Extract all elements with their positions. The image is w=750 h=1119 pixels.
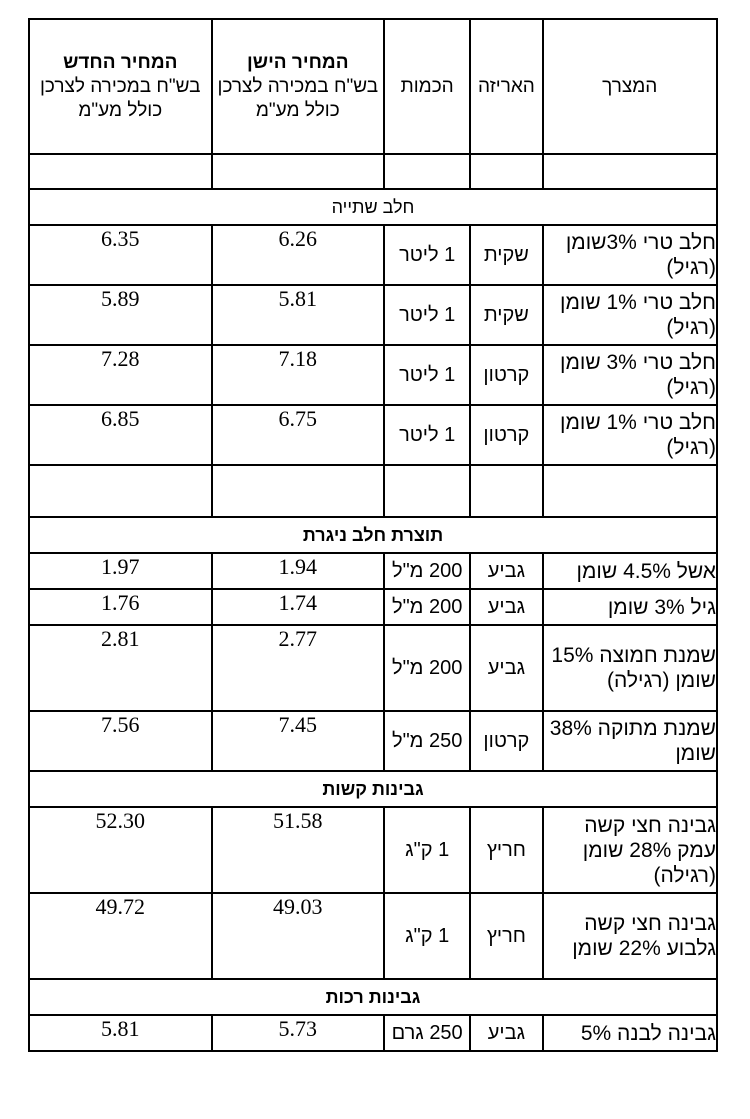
new-price-cell: 7.56 bbox=[29, 711, 212, 771]
packaging-cell: חריץ bbox=[470, 807, 542, 893]
header-row bbox=[29, 19, 717, 154]
header-old-price-title: המחיר הישן bbox=[247, 51, 349, 73]
product-cell: שמנת מתוקה 38% שומן bbox=[543, 711, 718, 771]
quantity-cell: 1 ק"ג bbox=[384, 893, 470, 979]
table-row bbox=[29, 807, 717, 893]
packaging-cell: קרטון bbox=[470, 405, 542, 465]
product-cell: חלב טרי 1% שומן (רגיל) bbox=[543, 405, 718, 465]
header-packaging: האריזה bbox=[470, 19, 542, 154]
old-price-cell: 7.45 bbox=[212, 711, 385, 771]
packaging-cell: קרטון bbox=[470, 345, 542, 405]
old-price-cell: 5.73 bbox=[212, 1015, 385, 1051]
header-new-price-title: המחיר החדש bbox=[63, 51, 178, 73]
table-row bbox=[29, 711, 717, 771]
old-price-cell: 7.18 bbox=[212, 345, 385, 405]
quantity-cell: 1 ליטר bbox=[384, 345, 470, 405]
new-price-cell: 6.85 bbox=[29, 405, 212, 465]
packaging-cell: גביע bbox=[470, 589, 542, 625]
new-price-cell: 1.97 bbox=[29, 553, 212, 589]
new-price-cell: 5.89 bbox=[29, 285, 212, 345]
new-price-cell: 49.72 bbox=[29, 893, 212, 979]
header-new-price bbox=[29, 19, 212, 154]
empty-cell bbox=[29, 465, 212, 517]
empty-cell bbox=[212, 154, 385, 189]
packaging-cell: גביע bbox=[470, 553, 542, 589]
section-row bbox=[29, 189, 717, 225]
new-price-cell: 2.81 bbox=[29, 625, 212, 711]
product-cell: חלב טרי 3%שומן (רגיל) bbox=[543, 225, 718, 285]
empty-cell bbox=[384, 465, 470, 517]
product-cell: גבינה חצי קשה גלבוע 22% שומן bbox=[543, 893, 718, 979]
header-product: המצרך bbox=[543, 19, 718, 154]
empty-row bbox=[29, 465, 717, 517]
section-title: חלב שתייה bbox=[29, 189, 717, 225]
old-price-cell: 51.58 bbox=[212, 807, 385, 893]
header-quantity: הכמות bbox=[384, 19, 470, 154]
header-old-price-sub: בש"ח במכירה לצרכן כולל מע"מ bbox=[217, 75, 379, 121]
old-price-cell: 1.74 bbox=[212, 589, 385, 625]
section-title: גבינות רכות bbox=[29, 979, 717, 1015]
table-row bbox=[29, 1015, 717, 1051]
table-row bbox=[29, 225, 717, 285]
new-price-cell: 1.76 bbox=[29, 589, 212, 625]
old-price-cell: 5.81 bbox=[212, 285, 385, 345]
new-price-cell: 52.30 bbox=[29, 807, 212, 893]
quantity-cell: 1 ליטר bbox=[384, 225, 470, 285]
old-price-cell: 49.03 bbox=[212, 893, 385, 979]
product-cell: גבינה לבנה 5% bbox=[543, 1015, 718, 1051]
quantity-cell: 1 ק"ג bbox=[384, 807, 470, 893]
table-row bbox=[29, 405, 717, 465]
product-cell: אשל 4.5% שומן bbox=[543, 553, 718, 589]
header-new-price-sub: בש"ח במכירה לצרכן כולל מע"מ bbox=[40, 75, 201, 121]
packaging-cell: שקית bbox=[470, 225, 542, 285]
empty-cell bbox=[29, 154, 212, 189]
new-price-cell: 5.81 bbox=[29, 1015, 212, 1051]
quantity-cell: 200 מ"ל bbox=[384, 625, 470, 711]
table-row bbox=[29, 553, 717, 589]
quantity-cell: 250 מ"ל bbox=[384, 711, 470, 771]
empty-row bbox=[29, 154, 717, 189]
product-cell: שמנת חמוצה 15% שומן (רגילה) bbox=[543, 625, 718, 711]
section-row bbox=[29, 517, 717, 553]
product-cell: גיל 3% שומן bbox=[543, 589, 718, 625]
quantity-cell: 250 גרם bbox=[384, 1015, 470, 1051]
old-price-cell: 6.75 bbox=[212, 405, 385, 465]
table-row bbox=[29, 285, 717, 345]
section-title: גבינות קשות bbox=[29, 771, 717, 807]
header-old-price bbox=[212, 19, 385, 154]
empty-cell bbox=[470, 154, 542, 189]
empty-cell bbox=[470, 465, 542, 517]
empty-cell bbox=[543, 465, 718, 517]
table-row bbox=[29, 893, 717, 979]
product-cell: חלב טרי 3% שומן (רגיל) bbox=[543, 345, 718, 405]
product-cell: גבינה חצי קשה עמק 28% שומן (רגילה) bbox=[543, 807, 718, 893]
old-price-cell: 2.77 bbox=[212, 625, 385, 711]
section-row bbox=[29, 979, 717, 1015]
section-title: תוצרת חלב ניגרת bbox=[29, 517, 717, 553]
price-table bbox=[28, 18, 718, 1052]
table-row bbox=[29, 625, 717, 711]
table-row bbox=[29, 345, 717, 405]
table-row bbox=[29, 589, 717, 625]
packaging-cell: חריץ bbox=[470, 893, 542, 979]
empty-cell bbox=[543, 154, 718, 189]
empty-cell bbox=[212, 465, 385, 517]
new-price-cell: 6.35 bbox=[29, 225, 212, 285]
quantity-cell: 200 מ"ל bbox=[384, 589, 470, 625]
quantity-cell: 1 ליטר bbox=[384, 405, 470, 465]
empty-cell bbox=[384, 154, 470, 189]
quantity-cell: 200 מ"ל bbox=[384, 553, 470, 589]
section-row bbox=[29, 771, 717, 807]
old-price-cell: 1.94 bbox=[212, 553, 385, 589]
packaging-cell: גביע bbox=[470, 1015, 542, 1051]
new-price-cell: 7.28 bbox=[29, 345, 212, 405]
old-price-cell: 6.26 bbox=[212, 225, 385, 285]
product-cell: חלב טרי 1% שומן (רגיל) bbox=[543, 285, 718, 345]
packaging-cell: קרטון bbox=[470, 711, 542, 771]
table-body bbox=[29, 154, 717, 1051]
quantity-cell: 1 ליטר bbox=[384, 285, 470, 345]
packaging-cell: גביע bbox=[470, 625, 542, 711]
packaging-cell: שקית bbox=[470, 285, 542, 345]
